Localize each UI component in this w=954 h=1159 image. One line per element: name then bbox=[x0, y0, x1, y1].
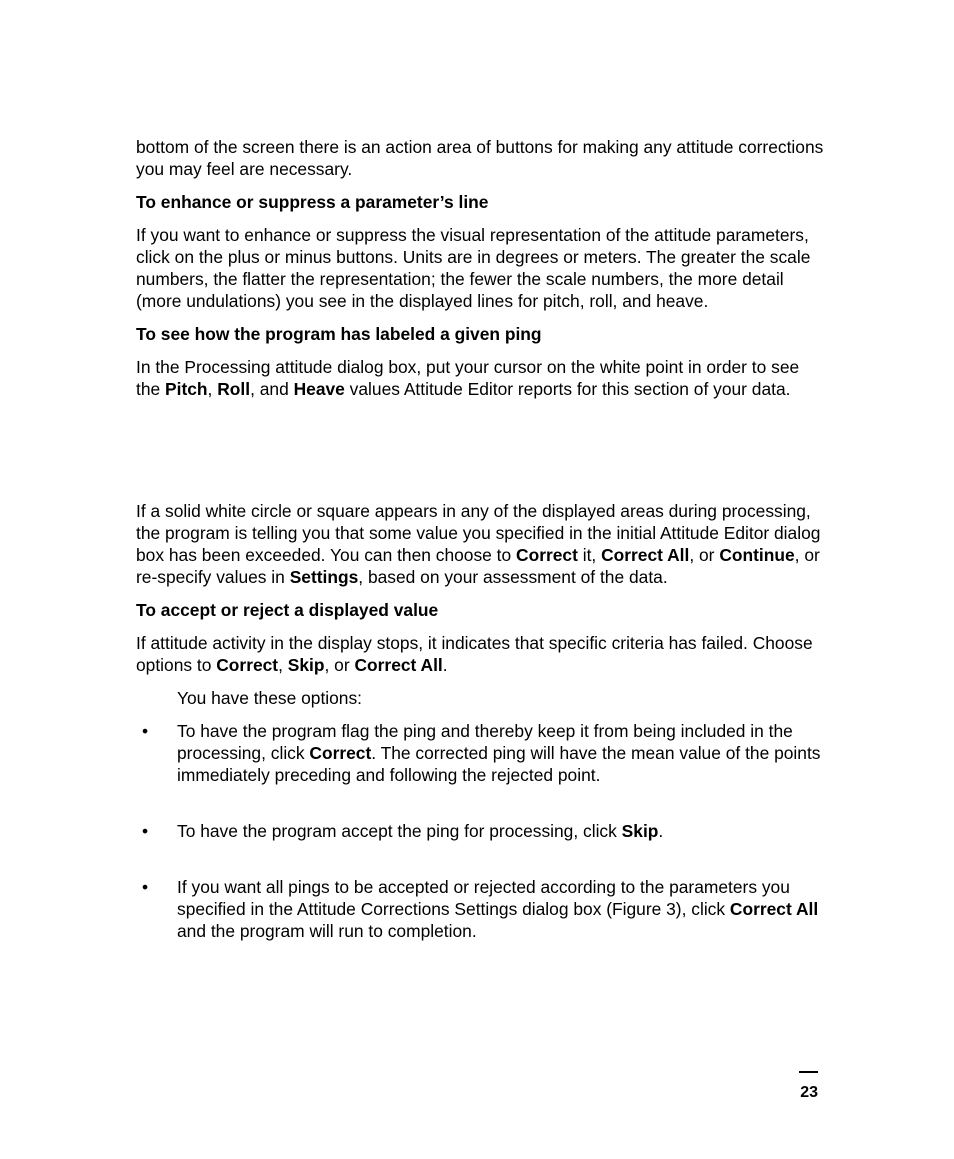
list-item-correct-all: • If you want all pings to be accepted or rejected according to the parameters you specified in the Attitude Corrections Settings dialog box (Figure 3), click Correct All and the program will run to completion. bbox=[142, 877, 819, 941]
heading-enhance-suppress: To enhance or suppress a parameter’s line bbox=[136, 192, 489, 212]
page-number: 23 bbox=[800, 1084, 818, 1101]
bullet-icon: • bbox=[142, 877, 149, 897]
page-body bbox=[136, 136, 826, 942]
list-item-correct: • To have the program flag the ping and thereby keep it from being included in the processing, click Correct. The corrected ping will have the mean value of the points immediately preceding and following the rejected point. bbox=[142, 721, 821, 785]
options-list bbox=[136, 720, 826, 942]
heading-labeled-ping: To see how the program has labeled a given ping bbox=[136, 324, 542, 344]
paragraph-accept-reject: If attitude activity in the display stops, it indicates that specific criteria has failed. Choose options to Correct, Skip, or Correct All. bbox=[136, 633, 813, 675]
bullet-icon: • bbox=[142, 821, 149, 841]
paragraph-options-intro: You have these options: bbox=[177, 688, 363, 708]
paragraph-action-area: bottom of the screen there is an action area of buttons for making any attitude corrections you may feel are necessary. bbox=[136, 137, 824, 179]
heading-accept-reject: To accept or reject a displayed value bbox=[136, 600, 439, 620]
footer-rule bbox=[799, 1071, 818, 1073]
list-item-skip: • To have the program accept the ping for processing, click Skip. bbox=[142, 821, 664, 841]
paragraph-labeled-ping: In the Processing attitude dialog box, put your cursor on the white point in order to see the Pitch, Roll, and Heave values Attitude Editor reports for this section of your data. bbox=[136, 357, 800, 399]
paragraph-enhance-suppress: If you want to enhance or suppress the visual representation of the attitude parameters, click on the plus or minus buttons. Units are in degrees or meters. The greater the scale numbers, the flatter the representation; the fewer the scale numbers, the more detail (more undulations) you see in the displayed lines for pitch, roll, and heave. bbox=[136, 225, 811, 311]
paragraph-white-circle: If a solid white circle or square appears in any of the displayed areas during processing, the program is telling you that some value you specified in the initial Attitude Editor dialog box has been exceeded. You can then choose to Correct it, Correct All, or Continue, or re-specify values in Settings, based on your assessment of the data. bbox=[136, 501, 821, 587]
bullet-icon: • bbox=[142, 721, 149, 741]
